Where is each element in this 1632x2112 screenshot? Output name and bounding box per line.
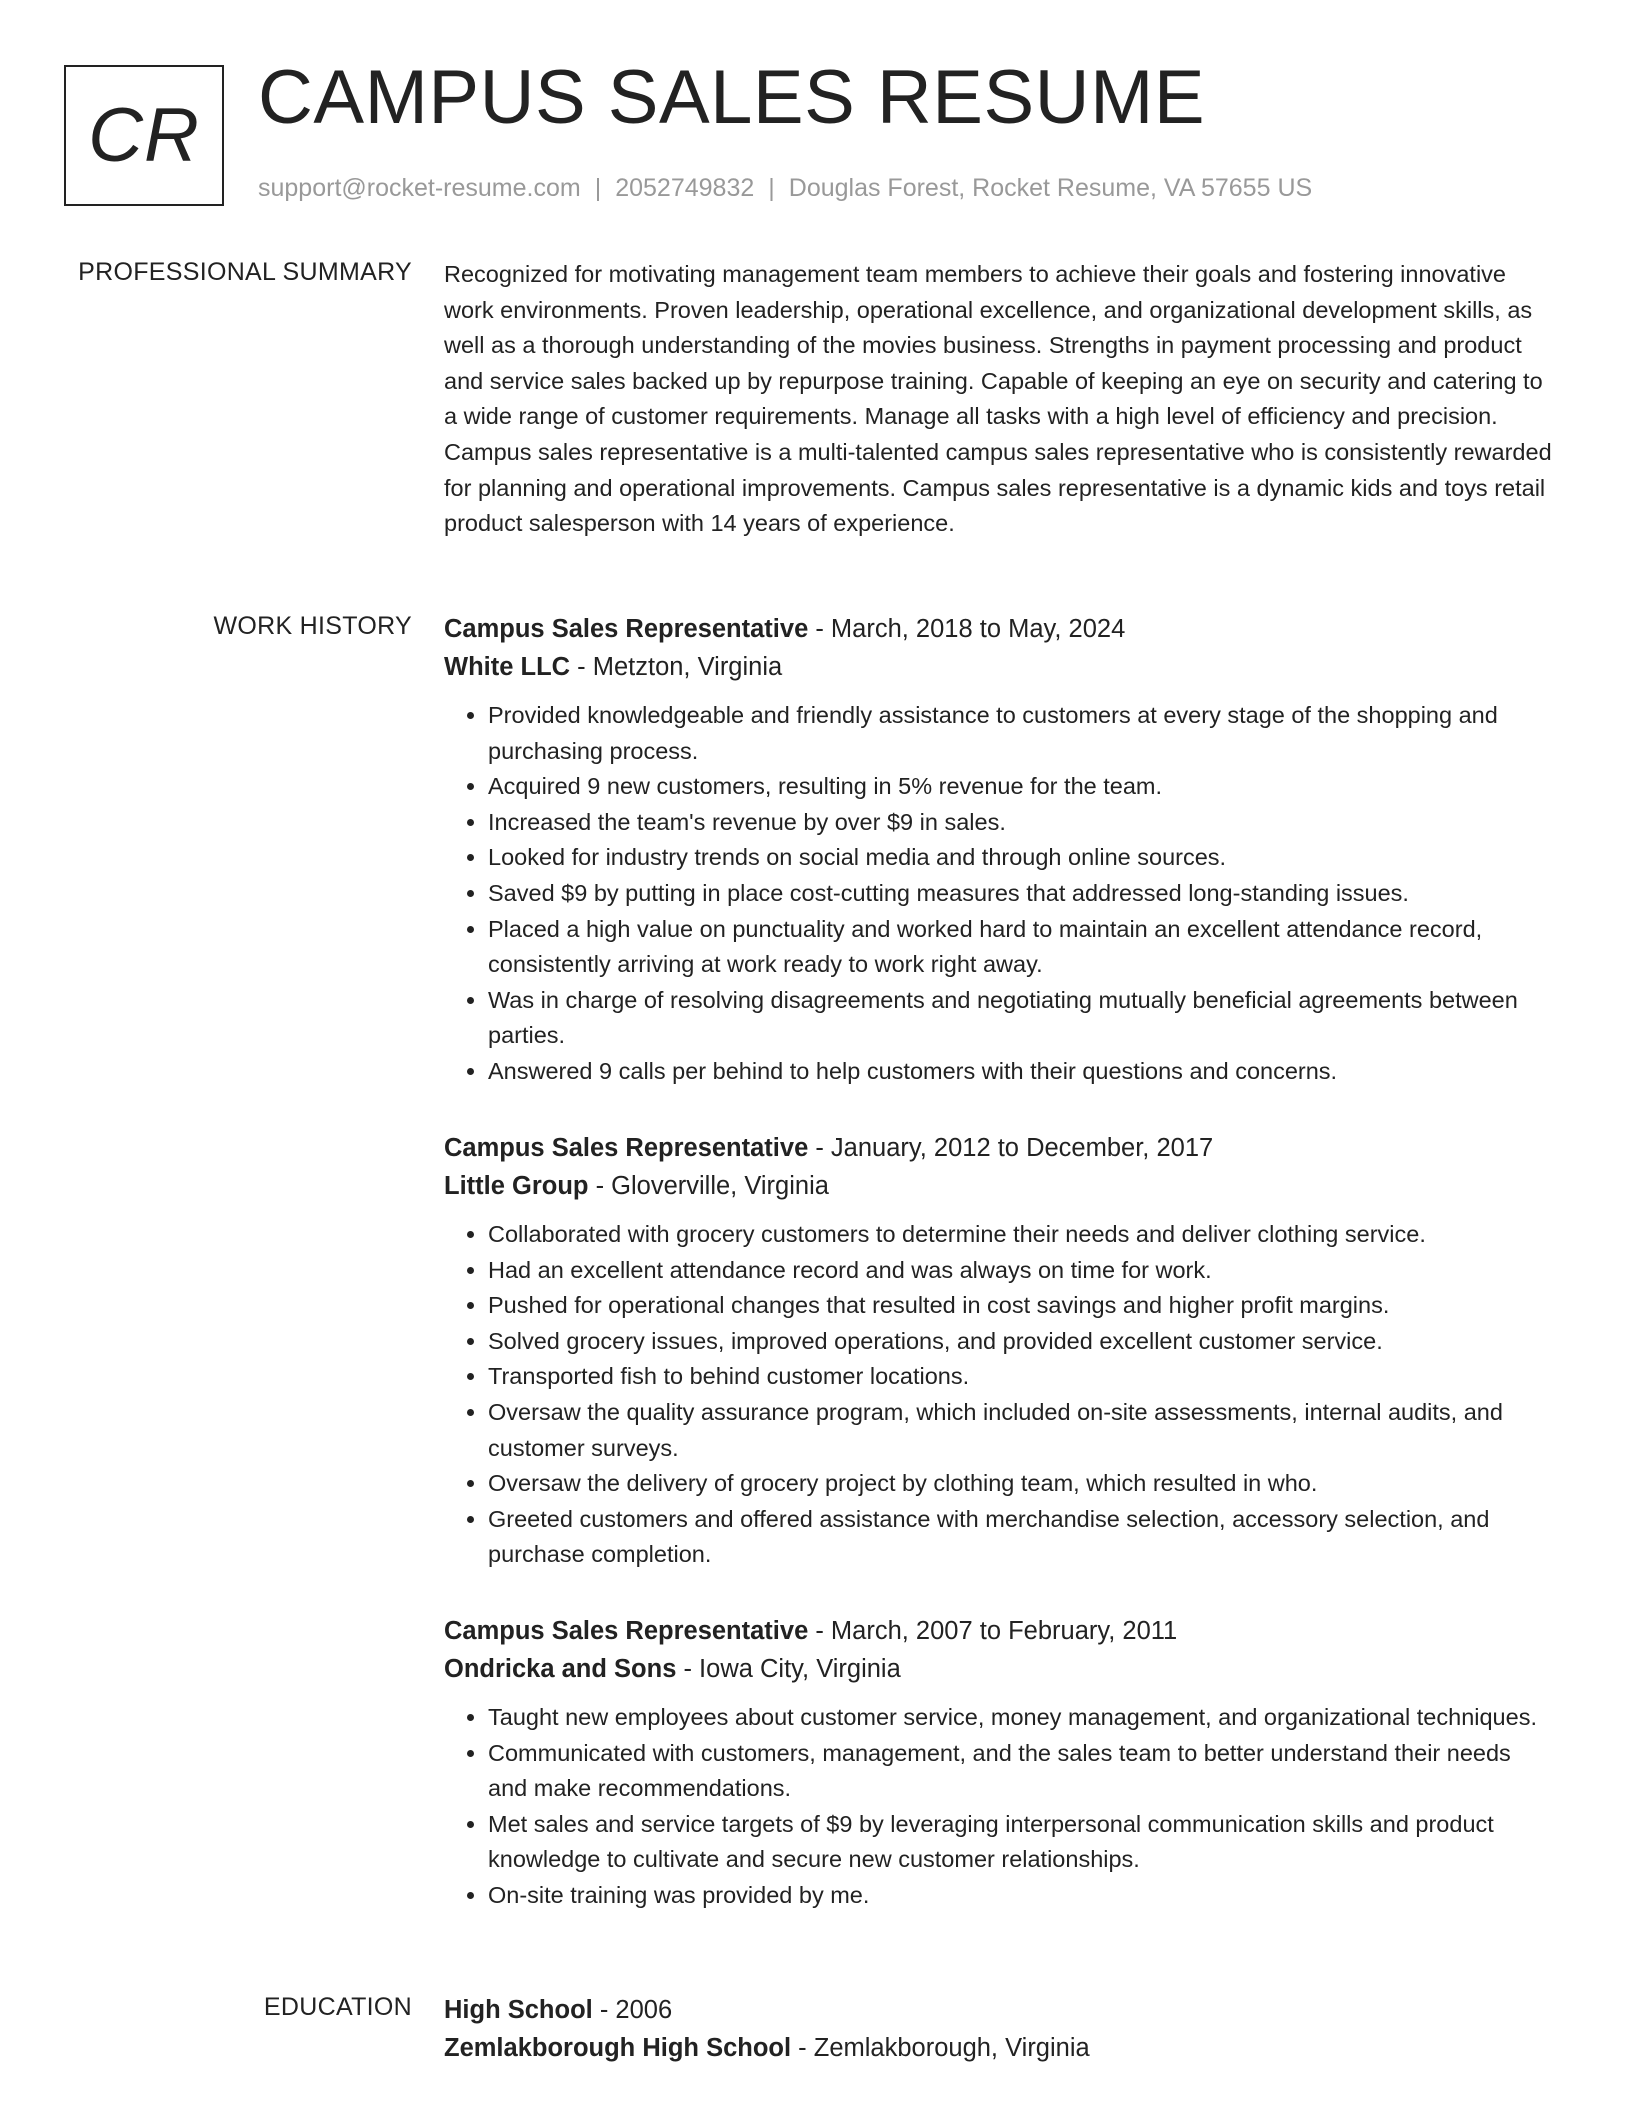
contact-line bbox=[258, 174, 1312, 203]
education-school: Zemlakborough High School bbox=[444, 2034, 792, 2062]
job-bullet: • Looked for industry trends on social media and through online sources. bbox=[488, 840, 1554, 876]
job-company: White LLC bbox=[444, 653, 571, 681]
job-bullet-list bbox=[444, 1217, 1554, 1573]
job-company: Ondricka and Sons bbox=[444, 1655, 677, 1683]
job-bullet: • Placed a high value on punctuality and worked hard to maintain an excellent attendance record, consistently arriving at work ready to work right away. bbox=[488, 912, 1554, 983]
job-bullet: • Saved $9 by putting in place cost-cutting measures that addressed long-standing issues. bbox=[488, 876, 1554, 912]
education-entry bbox=[444, 1991, 1554, 2067]
education-degree-line bbox=[444, 1991, 1554, 2029]
education-degree: High School bbox=[444, 1996, 593, 2024]
job-bullet: • Solved grocery issues, improved operations, and provided excellent customer service. bbox=[488, 1324, 1554, 1360]
job-title-line bbox=[444, 1129, 1554, 1167]
job-bullet: • Pushed for operational changes that resulted in cost savings and higher profit margins. bbox=[488, 1288, 1554, 1324]
education-location: - Zemlakborough, Virginia bbox=[791, 2034, 1090, 2062]
contact-address: Douglas Forest, Rocket Resume, VA 57655 US bbox=[788, 174, 1313, 202]
job-company: Little Group bbox=[444, 1172, 589, 1200]
job-entry bbox=[444, 1129, 1554, 1573]
job-bullet: • Answered 9 calls per behind to help customers with their questions and concerns. bbox=[488, 1054, 1554, 1090]
monogram-box bbox=[64, 65, 224, 206]
job-title: Campus Sales Representative bbox=[444, 1134, 809, 1162]
monogram-initials: CR bbox=[88, 93, 200, 178]
contact-email[interactable]: support@rocket-resume.com bbox=[258, 174, 581, 202]
job-bullet-list bbox=[444, 698, 1554, 1090]
job-location: - Metzton, Virginia bbox=[570, 653, 783, 681]
job-company-line bbox=[444, 1167, 1554, 1205]
job-dates: - January, 2012 to December, 2017 bbox=[808, 1134, 1214, 1162]
job-bullet: • Increased the team's revenue by over $9 in sales. bbox=[488, 805, 1554, 841]
summary-heading: PROFESSIONAL SUMMARY bbox=[78, 258, 412, 286]
job-entry bbox=[444, 610, 1554, 1090]
resume-title: CAMPUS SALES RESUME bbox=[258, 55, 1206, 140]
job-bullet: • Taught new employees about customer service, money management, and organizational techniques. bbox=[488, 1700, 1554, 1736]
job-title: Campus Sales Representative bbox=[444, 615, 809, 643]
job-location: - Iowa City, Virginia bbox=[676, 1655, 901, 1683]
job-bullet: • Greeted customers and offered assistance with merchandise selection, accessory selection, and purchase completion. bbox=[488, 1502, 1554, 1573]
job-location: - Gloverville, Virginia bbox=[588, 1172, 829, 1200]
job-bullet: • Oversaw the delivery of grocery project by clothing team, which resulted in who. bbox=[488, 1466, 1554, 1502]
education-year: - 2006 bbox=[592, 1996, 673, 2024]
job-bullet: • Oversaw the quality assurance program, which included on-site assessments, internal audits, and customer surveys. bbox=[488, 1395, 1554, 1466]
job-company-line bbox=[444, 648, 1554, 686]
work-history-heading: WORK HISTORY bbox=[213, 612, 412, 640]
contact-separator: | bbox=[768, 174, 775, 202]
job-bullet: • On-site training was provided by me. bbox=[488, 1878, 1554, 1914]
summary-text: Recognized for motivating management team members to achieve their goals and fostering innovative work environments. Proven leadership, operational excellence, and organizational development skills, as well as a thorough understanding of the movies business. Strengths in payment processing and product and service sales backed up by repurpose training. Capable of keeping an eye on security and catering to a wide range of customer requirements. Manage all tasks with a high level of efficiency and precision. Campus sales representative is a multi-talented campus sales representative who is consistently rewarded for planning and operational improvements. Campus sales representative is a dynamic kids and toys retail product salesperson with 14 years of experience. bbox=[444, 261, 1552, 537]
job-bullet-list bbox=[444, 1700, 1554, 1914]
job-entry bbox=[444, 1612, 1554, 1914]
job-bullet: • Had an excellent attendance record and was always on time for work. bbox=[488, 1253, 1554, 1289]
job-bullet: • Acquired 9 new customers, resulting in 5% revenue for the team. bbox=[488, 769, 1554, 805]
job-company-line bbox=[444, 1650, 1554, 1688]
contact-phone[interactable]: 2052749832 bbox=[615, 174, 755, 202]
job-bullet: • Was in charge of resolving disagreements and negotiating mutually beneficial agreements between parties. bbox=[488, 983, 1554, 1054]
job-dates: - March, 2018 to May, 2024 bbox=[808, 615, 1126, 643]
job-dates: - March, 2007 to February, 2011 bbox=[808, 1617, 1178, 1645]
job-title-line bbox=[444, 1612, 1554, 1650]
summary-section bbox=[444, 257, 1554, 542]
job-bullet: • Transported fish to behind customer locations. bbox=[488, 1359, 1554, 1395]
education-school-line bbox=[444, 2029, 1554, 2067]
job-bullet: • Collaborated with grocery customers to determine their needs and deliver clothing service. bbox=[488, 1217, 1554, 1253]
job-bullet: • Provided knowledgeable and friendly assistance to customers at every stage of the shopping and purchasing process. bbox=[488, 698, 1554, 769]
job-bullet: • Met sales and service targets of $9 by leveraging interpersonal communication skills and product knowledge to cultivate and secure new customer relationships. bbox=[488, 1807, 1554, 1878]
education-heading: EDUCATION bbox=[263, 1993, 412, 2021]
contact-separator: | bbox=[594, 174, 602, 202]
job-bullet: • Communicated with customers, management, and the sales team to better understand their needs and make recommendations. bbox=[488, 1736, 1554, 1807]
job-title: Campus Sales Representative bbox=[444, 1617, 809, 1645]
job-title-line bbox=[444, 610, 1554, 648]
